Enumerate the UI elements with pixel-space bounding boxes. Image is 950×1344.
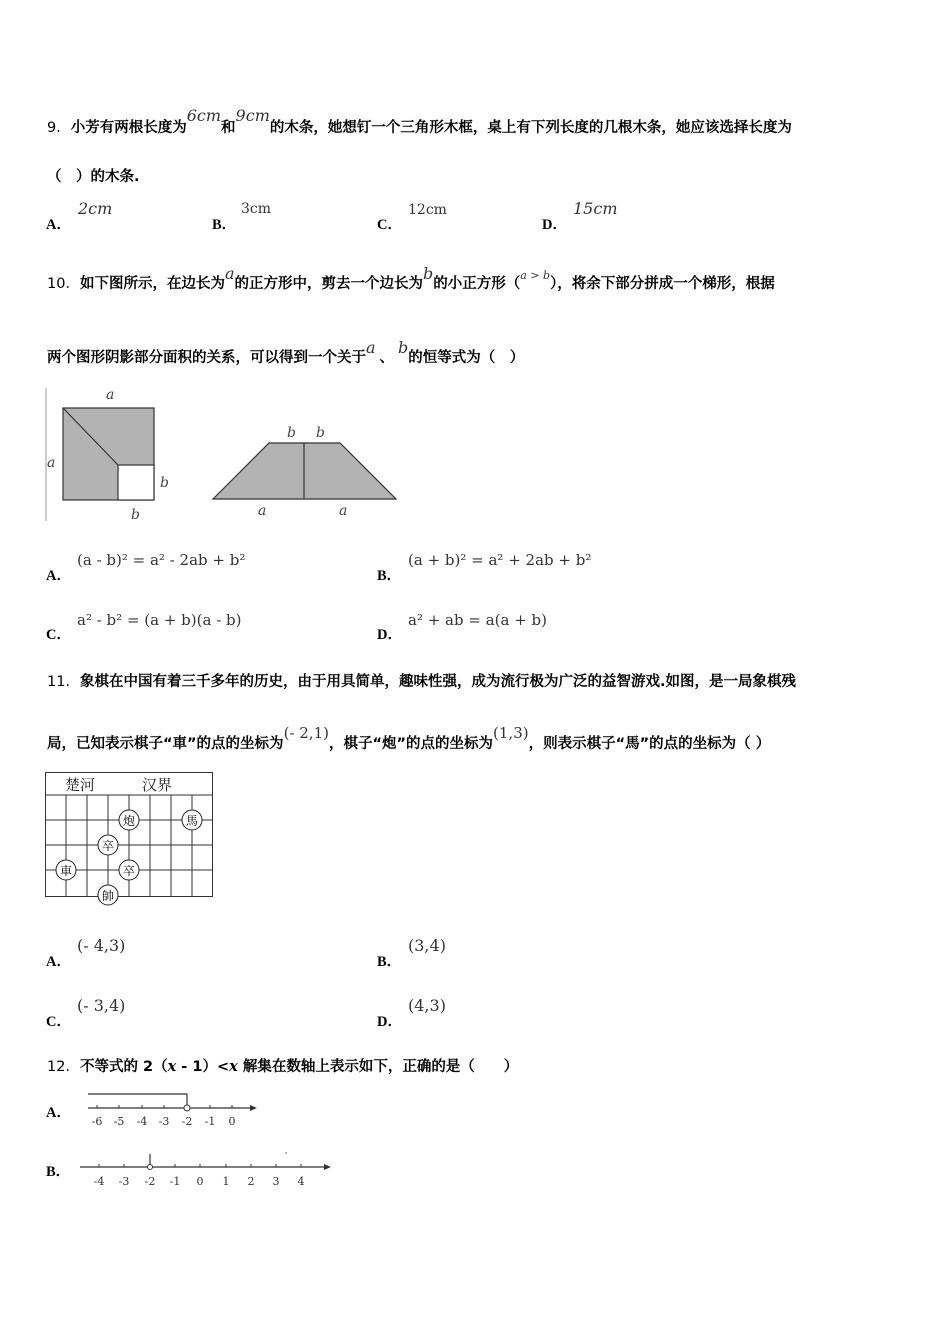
q12-line1: 12．不等式的 2（x - 1）<x 解集在数轴上表示如下，正确的是（ ） <box>47 1058 519 1075</box>
label-trap-top-2: b <box>316 425 325 441</box>
q10-option-b[interactable]: B． <box>377 568 402 584</box>
number-line-b <box>76 1148 334 1190</box>
piece-che <box>56 860 76 880</box>
tick-label: 2 <box>247 1175 255 1188</box>
q9-option-b[interactable]: B． <box>212 217 237 233</box>
label-square-top: a <box>106 387 115 403</box>
q10-option-a-formula: (a - b)² = a² - 2ab + b² <box>77 551 246 569</box>
q10-number: 10． <box>47 276 80 292</box>
q10-option-d-formula: a² + ab = a(a + b) <box>408 611 548 629</box>
tick-label: -4 <box>136 1115 148 1128</box>
q12-option-b[interactable]: B． <box>46 1164 71 1180</box>
svg-text:馬: 馬 <box>185 814 199 828</box>
tick-label: 3 <box>272 1175 280 1188</box>
tick-label: -3 <box>158 1115 170 1128</box>
q11-number: 11． <box>47 674 80 690</box>
q10-option-c-formula: a² - b² = (a + b)(a - b) <box>77 611 242 629</box>
label-trap-top-1: b <box>287 425 296 441</box>
label-square-bottom: b <box>131 507 140 523</box>
number-line-a <box>80 1090 260 1132</box>
q12-option-a[interactable]: A． <box>46 1105 71 1121</box>
svg-text:帥: 帥 <box>101 889 115 903</box>
label-trap-bottom-1: a <box>258 503 267 519</box>
q10-option-a[interactable]: A． <box>46 568 71 584</box>
tick-label: -4 <box>93 1175 105 1188</box>
svg-text:卒: 卒 <box>122 864 136 878</box>
q11-option-b[interactable]: B． <box>377 954 402 970</box>
label-trap-bottom-2: a <box>339 503 348 519</box>
q10-option-b-formula: (a + b)² = a² + 2ab + b² <box>408 551 592 569</box>
open-endpoint <box>148 1165 153 1170</box>
tick-label: 0 <box>228 1115 236 1128</box>
stray-dot <box>285 1152 287 1154</box>
q10-line1: 10．如下图所示，在边长为a的正方形中，剪去一个边长为b的小正方形（$^{a > b}$），将余下部分拼成一个梯形，根据 <box>47 264 775 292</box>
tick-label: -1 <box>204 1115 216 1128</box>
q11-option-b-value: (3,4) <box>408 936 446 955</box>
q11-option-d-value: (4,3) <box>408 996 446 1015</box>
chess-board <box>44 771 216 911</box>
q10-var-a: a <box>224 264 235 283</box>
axis-arrow <box>250 1105 257 1111</box>
tick-label: 0 <box>196 1175 204 1188</box>
tick-label: 1 <box>222 1175 230 1188</box>
q10-option-d[interactable]: D． <box>377 627 402 643</box>
q9-number: 9． <box>47 120 71 136</box>
q11-option-c-value: (- 3,4) <box>77 996 126 1015</box>
q10-line2: 两个图形阴影部分面积的关系，可以得到一个关于a、b的恒等式为（ ） <box>47 338 525 366</box>
q10-var-b: b <box>423 264 434 283</box>
tick-label: -5 <box>113 1115 125 1128</box>
river-left-label: 楚河 <box>65 776 96 794</box>
q9-option-a[interactable]: A． <box>46 217 71 233</box>
tick-label: -1 <box>169 1175 181 1188</box>
q11-line2: 局，已知表示棋子“車”的点的坐标为(- 2,1)，棋子“炮”的点的坐标为(1,3)，则表示棋子“馬”的点的坐标为（ ） <box>47 724 771 752</box>
q10-condition: a > b <box>520 269 551 282</box>
piece-shuai <box>98 885 118 905</box>
q9-line2: （ ）的木条. <box>47 169 140 185</box>
tick-label: -2 <box>144 1175 156 1188</box>
piece-zu-2 <box>119 860 139 880</box>
q11-line1: 11．象棋在中国有着三千多年的历史，由于用具简单，趣味性强，成为流行极为广泛的益智游戏.如图，是一局象棋残 <box>47 674 796 690</box>
svg-text:炮: 炮 <box>122 814 136 828</box>
q11-option-c[interactable]: C． <box>46 1014 71 1030</box>
tick-label: -2 <box>181 1115 193 1128</box>
q11-option-a-value: (- 4,3) <box>77 936 126 955</box>
piece-zu-1 <box>98 835 118 855</box>
q11-option-a[interactable]: A． <box>46 954 71 970</box>
svg-text:車: 車 <box>59 864 73 878</box>
q9-line1: 9．小芳有两根长度为6cm和9cm的木条，她想钉一个三角形木框，桌上有下列长度的几根木条，她应该选择长度为 <box>47 106 792 136</box>
q9-option-b-value: 3cm <box>241 201 272 217</box>
q9-option-d-value: 15cm <box>573 199 618 218</box>
piece-ma <box>182 810 202 830</box>
label-square-left: a <box>47 455 56 471</box>
tick-label: -3 <box>118 1175 130 1188</box>
svg-text:卒: 卒 <box>101 839 115 853</box>
axis-arrow <box>324 1164 331 1170</box>
q9-option-d[interactable]: D． <box>542 217 567 233</box>
q11-option-d[interactable]: D． <box>377 1014 402 1030</box>
q12-number: 12． <box>47 1059 80 1075</box>
q9-length-2: 9cm <box>235 106 270 125</box>
q10-option-c[interactable]: C． <box>46 627 71 643</box>
piece-pao <box>119 810 139 830</box>
label-square-right: b <box>160 475 169 491</box>
tick-label: -6 <box>91 1115 103 1128</box>
solution-ray <box>88 1094 187 1105</box>
q9-option-c-value: 12cm <box>408 202 447 218</box>
q10-figure <box>40 382 410 527</box>
q9-option-a-value: 2cm <box>78 199 113 218</box>
open-endpoint <box>184 1105 190 1111</box>
q11-coord-pao: (1,3) <box>493 724 529 742</box>
q11-coord-che: (- 2,1) <box>283 724 329 742</box>
q9-length-1: 6cm <box>186 106 222 125</box>
q9-option-c[interactable]: C． <box>377 217 402 233</box>
river-right-label: 汉界 <box>142 776 173 794</box>
tick-label: 4 <box>297 1175 305 1188</box>
cut-small-square <box>118 465 154 500</box>
